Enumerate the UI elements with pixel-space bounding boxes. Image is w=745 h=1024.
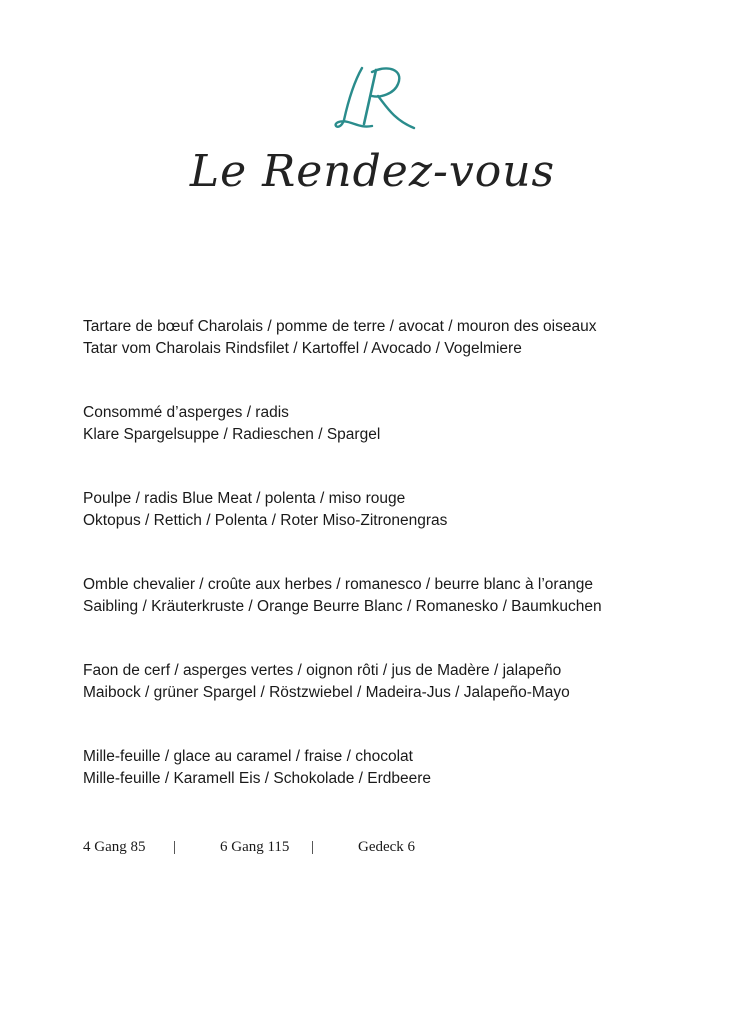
course-german: Maibock / grüner Spargel / Röstzwiebel / Madeira-Jus / Jalapeño-Mayo — [83, 684, 570, 701]
course-german: Tatar vom Charolais Rindsfilet / Kartoffel / Avocado / Vogelmiere — [83, 340, 522, 357]
price-four-course: 4 Gang 85 — [83, 839, 146, 855]
price-separator: | — [311, 839, 315, 855]
lr-monogram-logo — [332, 62, 418, 134]
course-french: Faon de cerf / asperges vertes / oignon rôti / jus de Madère / jalapeño — [83, 662, 562, 679]
course-french: Omble chevalier / croûte aux herbes / romanesco / beurre blanc à l’orange — [83, 576, 594, 593]
course-french: Poulpe / radis Blue Meat / polenta / miso rouge — [83, 490, 406, 507]
course-item — [83, 660, 703, 746]
course-german: Saibling / Kräuterkruste / Orange Beurre Blanc / Romanesko / Baumkuchen — [83, 598, 602, 615]
course-item — [83, 316, 703, 402]
course-german: Klare Spargelsuppe / Radieschen / Spargel — [83, 426, 381, 443]
course-item — [83, 488, 703, 574]
course-item — [83, 746, 703, 832]
course-french: Mille-feuille / glace au caramel / fraise / chocolat — [83, 748, 413, 765]
course-french: Tartare de bœuf Charolais / pomme de terre / avocat / mouron des oiseaux — [83, 318, 597, 335]
course-french: Consommé d’asperges / radis — [83, 404, 289, 421]
restaurant-logo — [0, 58, 745, 208]
course-item — [83, 402, 703, 488]
course-list — [83, 316, 703, 832]
restaurant-name: Le Rendez-vous — [189, 146, 556, 197]
price-six-course: 6 Gang 115 — [220, 839, 290, 855]
course-german: Mille-feuille / Karamell Eis / Schokolade / Erdbeere — [83, 770, 432, 787]
course-german: Oktopus / Rettich / Polenta / Roter Miso-Zitronengras — [83, 512, 448, 529]
price-cover-charge: Gedeck 6 — [358, 839, 416, 855]
course-item — [83, 574, 703, 660]
price-separator: | — [173, 839, 177, 855]
